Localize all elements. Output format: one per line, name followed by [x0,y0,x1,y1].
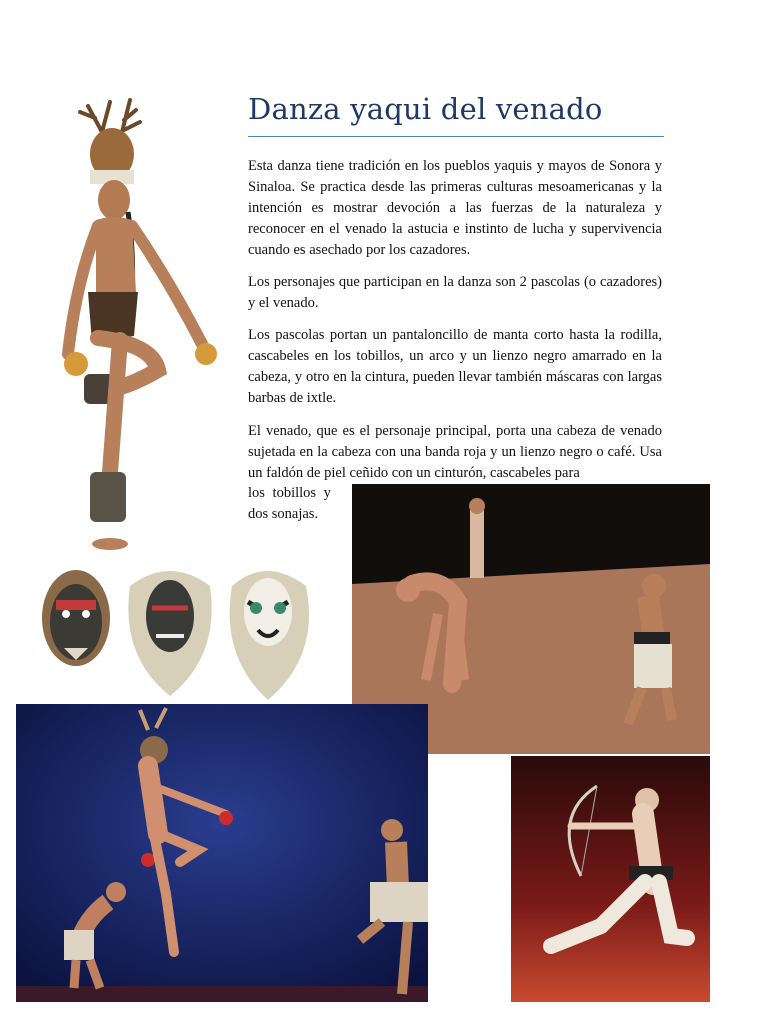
paragraph-venado-tail [248,483,348,525]
paragraph-characters: Los personajes que participan en la danza son 2 pascolas (o cazadores) y el venado. [248,274,662,311]
paragraph-venado-tail-line1: los tobillos y [248,485,331,501]
paragraph-pascolas: Los pascolas portan un pantaloncillo de manta corto hasta la rodilla, cascabeles en los tobillos, un arco y un lienzo negro amarrado en la cabeza, y otro en la cintura, pueden llevar también máscaras con largas barbas de ixtle. [248,327,662,406]
masks-photo [20,556,320,702]
deer-leap-photo [16,704,428,1002]
paragraph-intro: Esta danza tiene tradición en los pueblos yaquis y mayos de Sonora y Sinaloa. Se practica desde las primeras culturas mesoamericanas y la intención es mostrar devoción a las fuerzas de la naturaleza y reconocer en el venado la astucia e instinto de lucha y supervivencia cuando es asechado por los cazadores. [248,158,662,258]
deer-dancer-photo [40,92,230,554]
archer-pascola-photo [511,756,710,1002]
page-title: Danza yaqui del venado [248,92,603,126]
paragraph-venado: El venado, que es el personaje principal, porta una cabeza de venado sujetada en la cabeza con una banda roja y un lienzo negro o café. Usa un faldón de piel ceñido con un cinturón, cascabeles para [248,423,662,481]
paragraph-venado-tail-line2: dos sonajas. [248,506,319,522]
title-underline [248,136,664,137]
